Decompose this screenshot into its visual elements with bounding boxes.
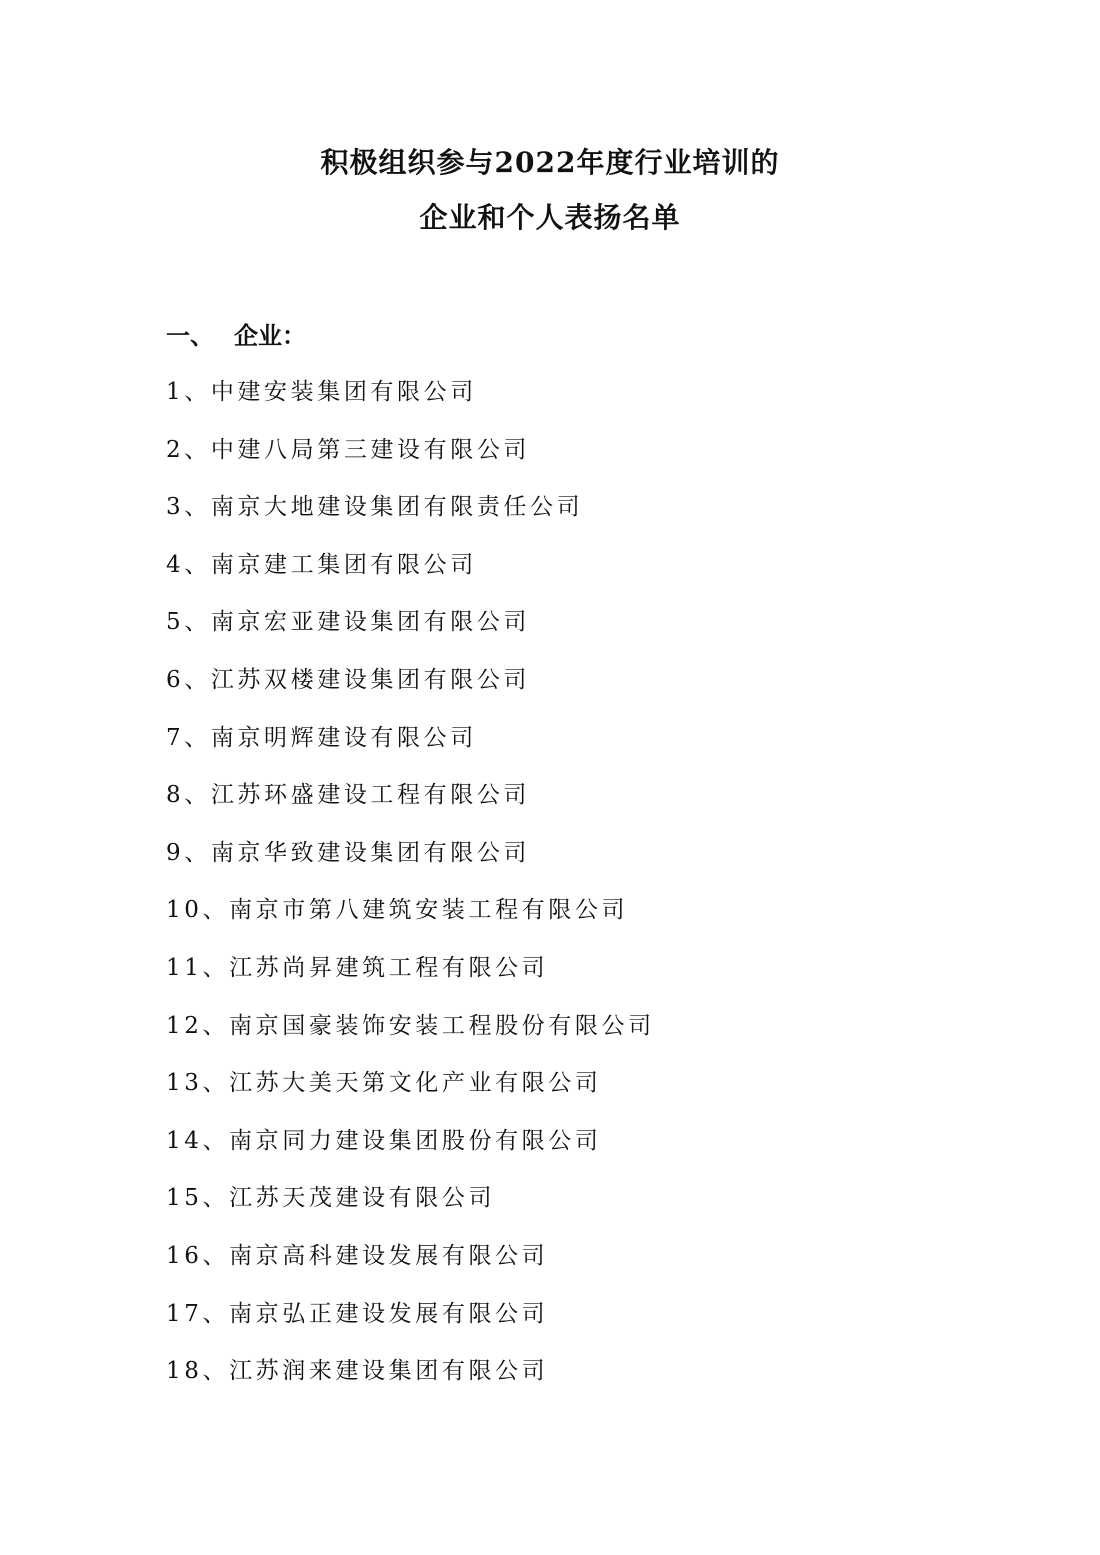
- list-item: 8、江苏环盛建设工程有限公司: [166, 782, 531, 809]
- list-item: 9、南京华致建设集团有限公司: [166, 839, 531, 866]
- list-item: 2、中建八局第三建设有限公司: [166, 436, 531, 463]
- list-item: 10、南京市第八建筑安装工程有限公司: [166, 897, 629, 924]
- list-item: 4、南京建工集团有限公司: [166, 551, 477, 578]
- list-item: 15、江苏天茂建设有限公司: [166, 1185, 496, 1212]
- list-item: 17、南京弘正建设发展有限公司: [166, 1300, 549, 1327]
- list-item: 7、南京明辉建设有限公司: [166, 724, 477, 751]
- section-label: 企业：: [234, 321, 306, 350]
- list-item: 6、江苏双楼建设集团有限公司: [166, 666, 531, 693]
- section-number: 一、: [166, 321, 214, 350]
- section-heading-enterprises: [166, 318, 306, 354]
- company-list: [166, 373, 655, 1410]
- document-title-line-2: 企业和个人表扬名单: [419, 201, 681, 234]
- list-item: 1、中建安装集团有限公司: [166, 379, 477, 405]
- list-item: 16、南京高科建设发展有限公司: [166, 1242, 549, 1269]
- list-item: 11、江苏尚昇建筑工程有限公司: [166, 954, 549, 981]
- list-item: 14、南京同力建设集团股份有限公司: [166, 1127, 602, 1154]
- list-item: 3、南京大地建设集团有限责任公司: [166, 494, 584, 521]
- list-item: 5、南京宏亚建设集团有限公司: [166, 609, 531, 636]
- document-title-line-1: 积极组织参与2022年度行业培训的: [320, 146, 780, 179]
- list-item: 18、江苏润来建设集团有限公司: [166, 1358, 549, 1385]
- list-item: 12、南京国豪装饰安装工程股份有限公司: [166, 1012, 655, 1039]
- list-item: 13、江苏大美天第文化产业有限公司: [166, 1070, 602, 1097]
